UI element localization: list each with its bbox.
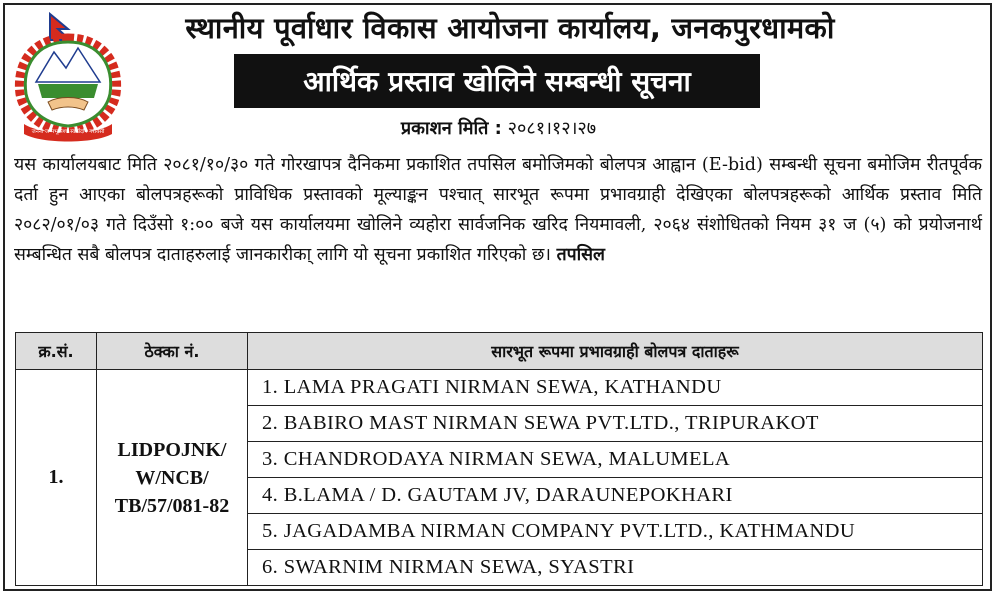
- bidder-item: 6. SWARNIM NIRMAN SEWA, SYASTRI: [248, 550, 983, 586]
- contract-line: TB/57/081-82: [114, 494, 230, 517]
- header-bidders: सारभूत रूपमा प्रभावग्राही बोलपत्र दाताहरू: [248, 333, 983, 370]
- bidder-item: 3. CHANDRODAYA NIRMAN SEWA, MALUMELA: [248, 442, 983, 478]
- contract-number-cell: [97, 370, 248, 586]
- notice-paragraph: यस कार्यालयबाट मिति २०८१/१०/३० गते गोरखापत्र दैनिकमा प्रकाशित तपसिल बमोजिमको बोलपत्र आह्वान (E-bid) सम्बन्धी सूचना बमोजिम रीतपूर्वक दर्ता हुन आएका बोलपत्रहरूको प्राविधिक प्रस्तावको मूल्याङ्कन पश्चात् सारभूत रूपमा प्रभावग्राही देखिएका बोलपत्रहरूको आर्थिक प्रस्ताव मिति २०८२/०१/०३ गते दिउँसो १:०० बजे यस कार्यालयमा खोलिने व्यहोरा सार्वजनिक खरिद नियमावली, २०६४ संशोधितको नियम ३१ ज (५) को प्रयोजनार्थ सम्बन्धित सबै बोलपत्र दाताहरुलाई जानकारीका् लागि यो सूचना प्रकाशित गरिएको छ।: [14, 155, 982, 265]
- notice-title: आर्थिक प्रस्ताव खोलिने सम्बन्धी सूचना: [303, 65, 691, 98]
- table-header-row: [16, 333, 983, 370]
- publication-date-line: [0, 116, 997, 140]
- tapasil-label: तपसिल: [556, 245, 605, 265]
- header-contract: ठेक्का नं.: [97, 333, 248, 370]
- svg-text:जननी जन्मभूमिश्च स्वर्गादपि गर: जननी जन्मभूमिश्च स्वर्गादपि गरीयसी: [31, 129, 105, 135]
- serial-cell: 1.: [16, 370, 97, 586]
- office-title: स्थानीय पूर्वाधार विकास आयोजना कार्यालय, जनकपुरधामको: [185, 11, 835, 45]
- bidder-item: 1. LAMA PRAGATI NIRMAN SEWA, KATHANDU: [248, 370, 983, 406]
- header-serial: क्र.सं.: [16, 333, 97, 370]
- contract-line: W/NCB/: [135, 466, 209, 489]
- notice-title-banner: [234, 54, 760, 108]
- publication-date: २०८१।१२।२७: [507, 118, 597, 139]
- publication-label: प्रकाशन मिति :: [400, 118, 502, 139]
- notice-body: [14, 150, 982, 270]
- bidder-item: 5. JAGADAMBA NIRMAN COMPANY PVT.LTD., KATHMANDU: [248, 514, 983, 550]
- bidders-table: [15, 332, 983, 586]
- bidder-item: 4. B.LAMA / D. GAUTAM JV, DARAUNEPOKHARI: [248, 478, 983, 514]
- bidder-item: 2. BABIRO MAST NIRMAN SEWA PVT.LTD., TRIPURAKOT: [248, 406, 983, 442]
- contract-line: LIDPOJNK/: [117, 438, 227, 461]
- table-row: [16, 370, 983, 406]
